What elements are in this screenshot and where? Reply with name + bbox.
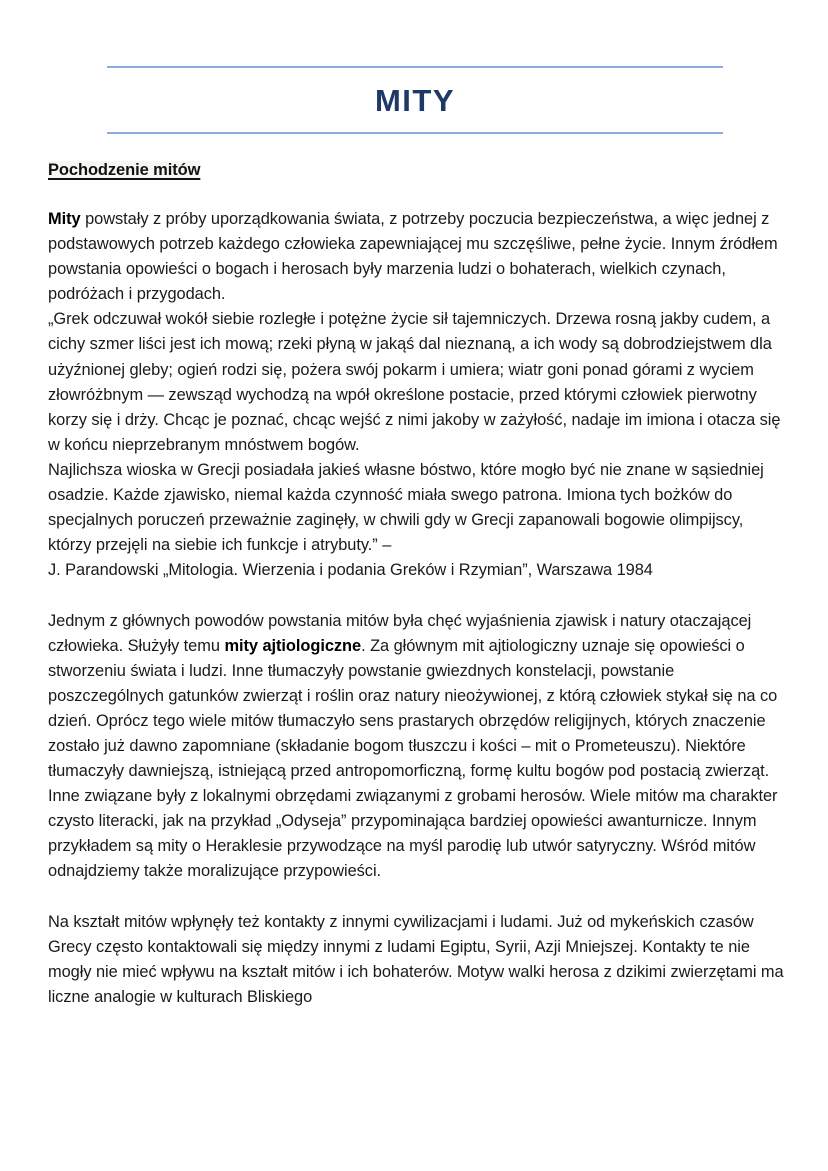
body-text: Na kształt mitów wpłynęły też kontakty z innymi cywilizacjami i ludami. Już od mykeńskich czasów Grecy często kontaktowali się między innymi z ludami Egiptu, Syrii, Azji Mniejszej. Kontakty te nie mogły nie mieć wpływu na kształt mitów i ich bohaterów. Motyw walki herosa z dzikimi zwierzętami ma liczne analogie w kulturach Bliskiego — [48, 912, 784, 1006]
emphasis-text: Mity — [48, 210, 81, 228]
paragraph — [48, 207, 784, 307]
body-text: Najlichsza wioska w Grecji posiadała jakieś własne bóstwo, które mogło być nie znane w sąsiedniej osadzie. Każde zjawisko, niemal każda czynność miała swego patrona. Imiona tych bożków do specjalnych poruczeń przeważnie zaginęły, w chwili gdy w Grecji zapanowali bogowie olimpijscy, którzy przejęli na siebie ich funkcje i atrybuty.” – — [48, 460, 764, 555]
paragraph — [48, 558, 784, 583]
body-text: J. Parandowski „Mitologia. Wierzenia i podania Greków i Rzymian”, Warszawa 1984 — [48, 561, 653, 580]
paragraph — [48, 458, 784, 558]
paragraph — [48, 910, 784, 1010]
section-heading-label: Pochodzenie mitów — [48, 161, 201, 179]
title-rule-bottom — [107, 132, 723, 134]
body-text: Jednym z głównych powodów powstania mitów była chęć wyjaśnienia zjawisk i natury otaczającej człowieka. Służyły temu — [48, 611, 752, 655]
document-title-block — [107, 66, 723, 134]
body-text: „Grek odczuwał wokół siebie rozległe i potężne życie sił tajemniczych. Drzewa rosną jakby cudem, a cichy szmer liści jest ich mową; rzeki płyną w jakąś dal nieznaną, a ich wody są dobrodziejstwem dla użyźnionej gleby; ogień rodzi się, pożera swój pokarm i umiera; wiatr goni ponad górami z wyciem złowróżbnym — zewsząd wychodzą na wpół określone postacie, przed którymi człowiek pierwotny korzy się i drży. Chcąc je poznać, chcąc wejść z nimi jakoby w zażyłość, nadaje im imiona i otacza się w końcu nieprzebranym mnóstwem bogów. — [48, 310, 781, 454]
body-text: powstały z próby uporządkowania świata, z potrzeby poczucia bezpieczeństwa, a więc jednej z podstawowych potrzeb każdego człowieka zapewniającej mu szczęśliwe, pełne życie. Innym źródłem powstania opowieści o bogach i herosach były marzenia ludzi o bohaterach, wielkich czynach, podróżach i przygodach. — [48, 210, 778, 304]
paragraph — [48, 307, 784, 458]
section-heading — [48, 161, 200, 180]
body-text: . Za głównym mit ajtiologiczny uznaje się opowieści o stworzeniu świata i ludzi. Inne tłumaczyły powstanie gwiezdnych konstelacji, powstanie poszczególnych gatunków zwierząt i roślin oraz natury nieożywionej, z którą człowiek stykał się na co dzień. Oprócz tego wiele mitów tłumaczyło sens prastarych obrzędów religijnych, których znaczenie zostało już dawno zapomniane (składanie bogom tłuszczu i kości – mit o Prometeuszu). Niektóre tłumaczyły dawniejszą, istniejącą przed antropomorficzną, formę kultu bogów pod postacią zwierząt. Inne związane były z lokalnymi obrzędami związanymi z grobami herosów. Wiele mitów ma charakter czysto literacki, jak na przykład „Odyseja” przypominająca bardziej opowieści awanturnicze. Innym przykładem są mity o Heraklesie przywodzące na myśl parodię lub utwór satyryczny. Wśród mitów odnajdziemy także moralizujące przypowieści. — [48, 636, 778, 881]
paragraph — [48, 609, 784, 885]
page-title: MITY — [374, 83, 456, 118]
document-body — [48, 207, 784, 1010]
emphasis-text: mity ajtiologiczne — [224, 636, 362, 655]
